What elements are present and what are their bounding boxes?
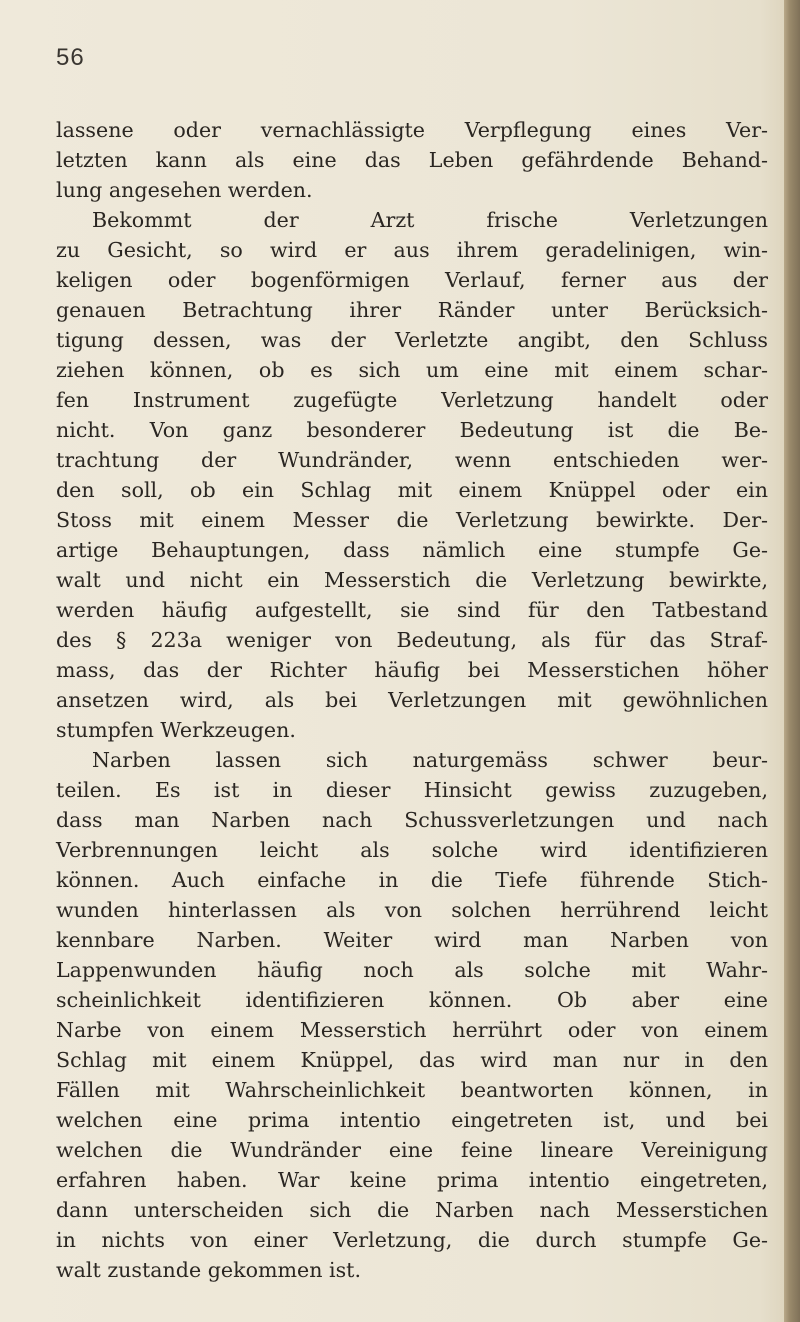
- text-line: lassene oder vernachlässigte Verpflegung eines Ver-: [56, 118, 768, 142]
- text-line: scheinlichkeit identifizieren können. Ob aber eine: [56, 988, 768, 1012]
- text-line: welchen eine prima intentio eingetreten ist, und bei: [56, 1108, 768, 1132]
- text-line: in nichts von einer Verletzung, die durch stumpfe Ge-: [56, 1228, 768, 1252]
- text-line: den soll, ob ein Schlag mit einem Knüppel oder ein: [56, 478, 768, 502]
- text-line: walt und nicht ein Messerstich die Verletzung bewirkte,: [56, 568, 768, 592]
- text-line: nicht. Von ganz besonderer Bedeutung ist die Be-: [56, 418, 768, 442]
- text-line: Verbrennungen leicht als solche wird identifizieren: [56, 838, 768, 862]
- text-line: Bekommt der Arzt frische Verletzungen: [92, 208, 768, 232]
- text-line: genauen Betrachtung ihrer Ränder unter Berücksich-: [56, 298, 768, 322]
- text-line: keligen oder bogenförmigen Verlauf, ferner aus der: [56, 268, 768, 292]
- text-line: welchen die Wundränder eine feine lineare Vereinigung: [56, 1138, 768, 1162]
- text-line: ansetzen wird, als bei Verletzungen mit gewöhnlichen: [56, 688, 768, 712]
- text-line: teilen. Es ist in dieser Hinsicht gewiss zuzugeben,: [56, 778, 768, 802]
- text-line: stumpfen Werkzeugen.: [56, 718, 296, 742]
- text-line: zu Gesicht, so wird er aus ihrem geradelinigen, win-: [56, 238, 768, 262]
- text-line: Stoss mit einem Messer die Verletzung bewirkte. Der-: [56, 508, 768, 532]
- book-spine-edge: [784, 0, 800, 1322]
- text-line: wunden hinterlassen als von solchen herrührend leicht: [56, 898, 768, 922]
- text-line: artige Behauptungen, dass nämlich eine stumpfe Ge-: [56, 538, 768, 562]
- text-line: walt zustande gekommen ist.: [56, 1258, 362, 1282]
- text-line: Lappenwunden häufig noch als solche mit Wahr-: [56, 958, 768, 982]
- text-line: dann unterscheiden sich die Narben nach Messerstichen: [56, 1198, 768, 1222]
- body-text: [56, 115, 768, 1285]
- text-line: lung angesehen werden.: [56, 178, 313, 202]
- text-line: Fällen mit Wahrscheinlichkeit beantworten können, in: [56, 1078, 768, 1102]
- text-line: mass, das der Richter häufig bei Messerstichen höher: [56, 658, 768, 682]
- text-line: erfahren haben. War keine prima intentio eingetreten,: [56, 1168, 768, 1192]
- text-line: Narbe von einem Messerstich herrührt oder von einem: [56, 1018, 768, 1042]
- text-line: dass man Narben nach Schussverletzungen und nach: [56, 808, 768, 832]
- text-line: Schlag mit einem Knüppel, das wird man nur in den: [56, 1048, 768, 1072]
- text-line: Narben lassen sich naturgemäss schwer beur-: [92, 748, 768, 772]
- text-line: kennbare Narben. Weiter wird man Narben von: [56, 928, 768, 952]
- text-line: ziehen können, ob es sich um eine mit einem schar-: [56, 358, 768, 382]
- text-line: fen Instrument zugefügte Verletzung handelt oder: [56, 388, 768, 412]
- page-number: 56: [56, 44, 85, 71]
- text-line: tigung dessen, was der Verletzte angibt, den Schluss: [56, 328, 768, 352]
- text-line: werden häufig aufgestellt, sie sind für den Tatbestand: [56, 598, 768, 622]
- text-line: des § 223a weniger von Bedeutung, als für das Straf-: [56, 628, 768, 652]
- text-line: trachtung der Wundränder, wenn entschieden wer-: [56, 448, 768, 472]
- text-line: können. Auch einfache in die Tiefe führende Stich-: [56, 868, 768, 892]
- text-line: letzten kann als eine das Leben gefährdende Behand-: [56, 148, 768, 172]
